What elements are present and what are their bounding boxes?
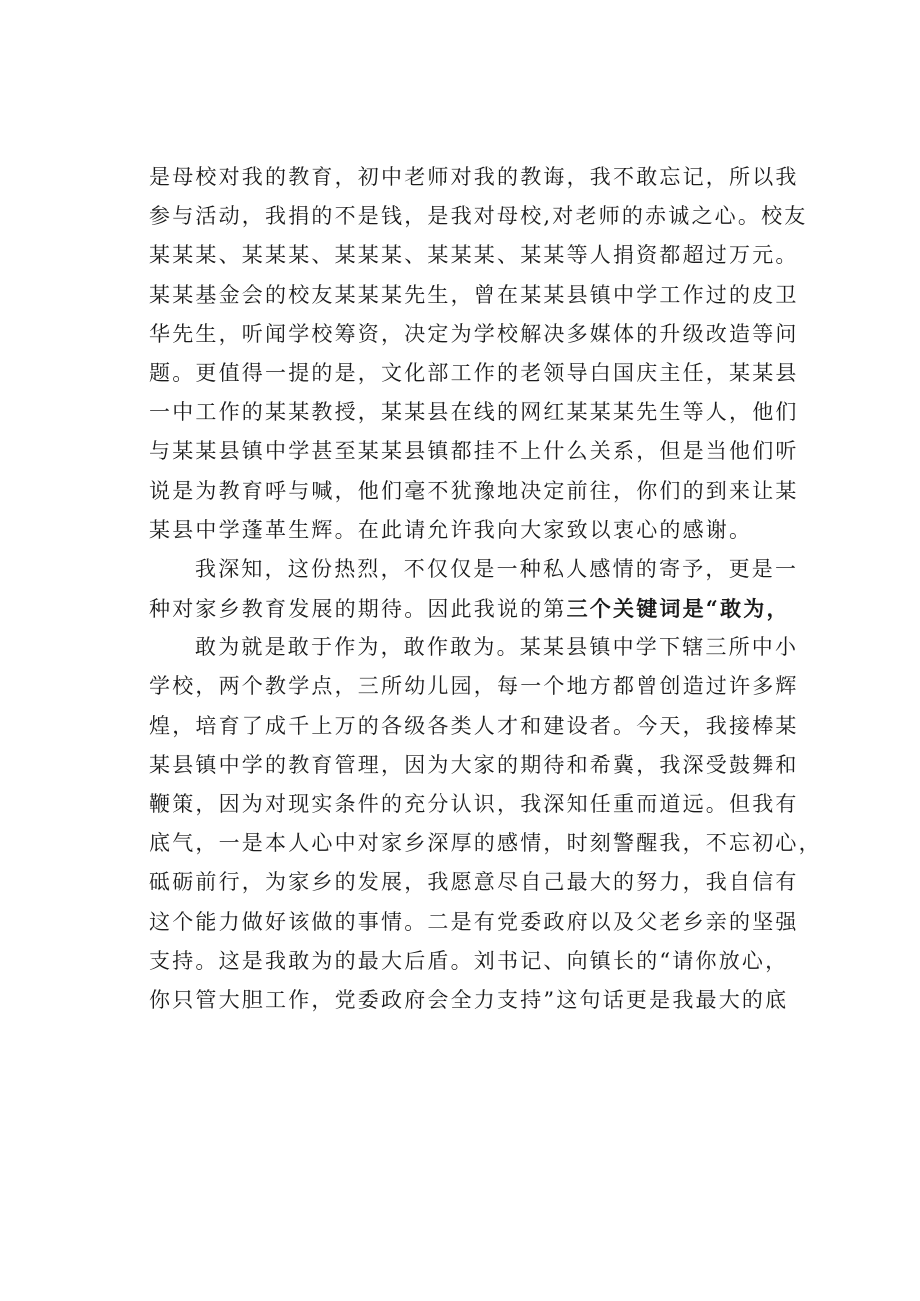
paragraph-3: [149, 628, 829, 1020]
text-line: 煌，培育了成千上万的各级各类人才和建设者。今天，我接棒某: [149, 713, 799, 738]
text-line: 华先生，听闻学校筹资，决定为学校解决多媒体的升级改造等问: [149, 321, 799, 346]
text-span: 种对家乡教育发展的期待。因此我说的第: [149, 597, 567, 622]
text-line: 某县镇中学的教育管理，因为大家的期待和希冀，我深受鼓舞和: [149, 752, 799, 777]
text-line: 敢为就是敢于作为，敢作敢为。某某县镇中学下辖三所中小: [195, 635, 799, 660]
paragraph-2: [149, 550, 829, 628]
keyword-heading: 三个关键词是“敢为，: [566, 596, 790, 622]
text-line: 支持。这是我敢为的最大后盾。刘书记、向镇长的“请你放心，: [149, 948, 789, 973]
text-line: 某县中学蓬革生辉。在此请允许我向大家致以衷心的感谢。: [149, 517, 753, 542]
text-line: 砥砺前行，为家乡的发展，我愿意尽自己最大的努力，我自信有: [149, 870, 799, 895]
text-line: 某某基金会的校友某某某先生，曾在某某县镇中学工作过的皮卫: [149, 282, 799, 307]
text-line: 说是为教育呼与喊，他们毫不犹豫地决定前往，你们的到来让某: [149, 478, 799, 503]
text-line: 与某某县镇中学甚至某某县镇都挂不上什么关系，但是当他们听: [149, 439, 799, 464]
text-line: 你只管大胆工作，党委政府会全力支持”这句话更是我最大的底: [149, 987, 789, 1012]
paragraph-1: [149, 158, 829, 550]
text-line: 题。更值得一提的是，文化部工作的老领导白国庆主任，某某县: [149, 360, 799, 385]
text-line: 参与活动，我捐的不是钱，是我对母校,对老师的赤诚之心。校友: [149, 204, 808, 229]
text-line: 这个能力做好该做的事情。二是有党委政府以及父老乡亲的坚强: [149, 909, 799, 934]
text-line: 某某某、某某某、某某某、某某某、某某等人捐资都超过万元。: [149, 243, 799, 268]
text-line: 一中工作的某某教授，某某县在线的网红某某某先生等人，他们: [149, 400, 799, 425]
text-line-with-keyword: [149, 589, 829, 628]
text-line: 底气，一是本人心中对家乡深厚的感情，时刻警醒我，不忘初心，: [149, 831, 822, 856]
document-body: [149, 158, 829, 1020]
text-line: 是母校对我的教育，初中老师对我的教诲，我不敢忘记，所以我: [149, 165, 799, 189]
text-line: 学校，两个教学点，三所幼儿园，每一个地方都曾创造过许多辉: [149, 674, 799, 699]
text-line: 我深知，这份热烈，不仅仅是一种私人感情的寄予，更是一: [195, 556, 799, 581]
text-line: 鞭策，因为对现实条件的充分认识，我深知任重而道远。但我有: [149, 792, 799, 816]
